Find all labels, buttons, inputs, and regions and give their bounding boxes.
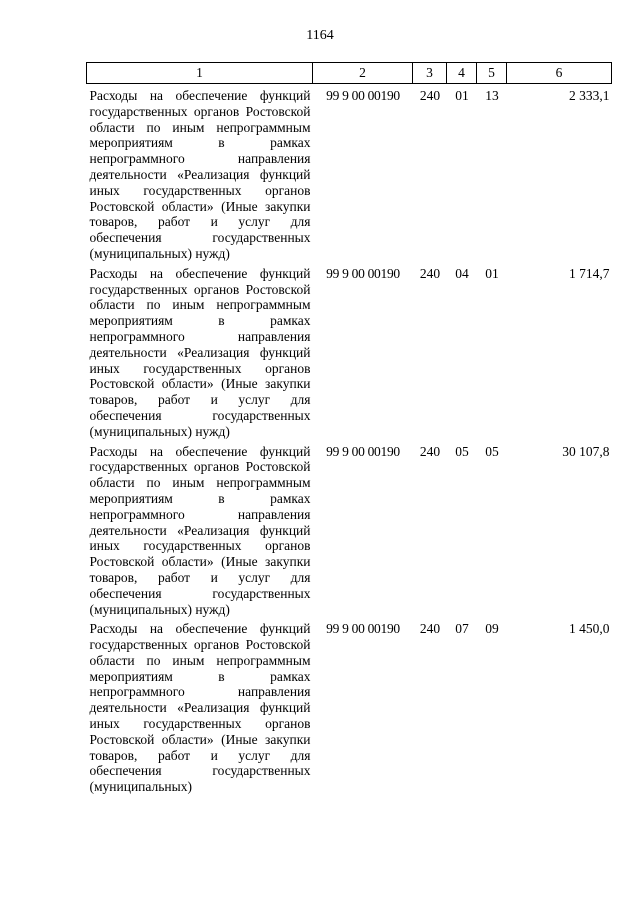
table-row (87, 84, 612, 262)
row-description: Расходы на обеспечение функций государственных органов Ростовской области по иным непрограммным мероприятиям в рамках непрограммного направления деятельности «Реализация функций иных государственных органов Ростовской области» (Иные закупки товаров, работ и услуг для обеспечения государственных (муниципальных) (89, 621, 311, 795)
header-col-6: 6 (507, 63, 612, 84)
table-row (87, 262, 612, 440)
row-section: 05 (455, 443, 469, 459)
row-subsection: 01 (485, 265, 499, 281)
header-col-3: 3 (413, 63, 447, 84)
row-target-code: 99 9 00 00190 (326, 621, 400, 637)
row-amount: 30 107,8 (562, 443, 610, 459)
row-section: 07 (455, 621, 469, 637)
row-description: Расходы на обеспечение функций государственных органов Ростовской области по иным непрограммным мероприятиям в рамках непрограммного направления деятельности «Реализация функций иных государственных органов Ростовской области» (Иные закупки товаров, работ и услуг для обеспечения государственных (муниципальных) нужд) (89, 443, 311, 617)
row-amount: 1 450,0 (569, 621, 610, 637)
header-col-5: 5 (477, 63, 507, 84)
row-description: Расходы на обеспечение функций государственных органов Ростовской области по иным непрограммным мероприятиям в рамках непрограммного направления деятельности «Реализация функций иных государственных органов Ростовской области» (Иные закупки товаров, работ и услуг для обеспечения государственных (муниципальных) нужд) (89, 88, 311, 261)
row-section: 04 (455, 265, 469, 281)
row-section: 01 (455, 88, 469, 103)
page-number: 1164 (306, 28, 334, 43)
row-expense-type: 240 (419, 88, 441, 103)
table-header-row (87, 63, 612, 84)
row-description: Расходы на обеспечение функций государственных органов Ростовской области по иным непрограммным мероприятиям в рамках непрограммного направления деятельности «Реализация функций иных государственных органов Ростовской области» (Иные закупки товаров, работ и услуг для обеспечения государственных (муниципальных) нужд) (89, 265, 311, 439)
budget-table (86, 62, 612, 795)
row-target-code: 99 9 00 00190 (326, 265, 400, 281)
row-target-code: 99 9 00 00190 (326, 443, 400, 459)
header-col-2: 2 (313, 63, 413, 84)
row-expense-type: 240 (419, 621, 441, 637)
row-amount: 2 333,1 (569, 88, 610, 103)
row-subsection: 13 (485, 88, 499, 103)
header-col-4: 4 (447, 63, 477, 84)
header-col-1: 1 (87, 63, 313, 84)
table-row (87, 440, 612, 618)
row-expense-type: 240 (419, 265, 441, 281)
table-row (87, 617, 612, 795)
row-subsection: 05 (485, 443, 499, 459)
row-target-code: 99 9 00 00190 (326, 88, 400, 103)
row-expense-type: 240 (419, 443, 441, 459)
row-subsection: 09 (485, 621, 499, 637)
row-amount: 1 714,7 (569, 265, 610, 281)
